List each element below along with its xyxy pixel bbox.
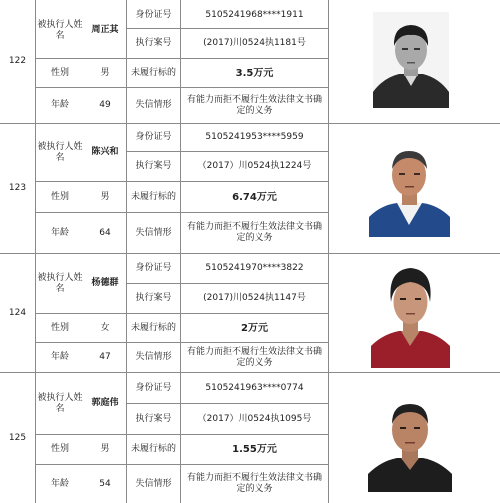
id-number: 5105241963****0774 (205, 382, 304, 393)
id-number: 5105241953****5959 (205, 132, 304, 142)
id-number: 5105241968****1911 (205, 10, 304, 20)
gender-value: 女 (100, 322, 110, 333)
unpaid-amount: 6.74万元 (232, 191, 277, 203)
situation-text: 有能力而拒不履行生效法律文书确定的义务 (186, 346, 322, 368)
id-number: 5105241970****3822 (205, 263, 304, 273)
record-number: 125 (8, 432, 27, 443)
unpaid-label: 未履行标的 (130, 67, 176, 78)
person-name: 陈兴和 (91, 147, 119, 157)
person-photo (371, 258, 450, 368)
record-number: 124 (8, 307, 27, 318)
gender-value: 男 (100, 191, 110, 202)
situation-text: 有能力而拒不履行生效法律文书确定的义务 (186, 94, 322, 116)
age-value: 54 (99, 478, 111, 489)
case-label: 执行案号 (135, 293, 172, 303)
name-label: 被执行人姓名 (37, 272, 83, 294)
age-label: 年龄 (50, 227, 69, 238)
gender-value: 男 (100, 444, 110, 454)
case-number: （2017）川0524执1095号 (197, 413, 312, 424)
case-label: 执行案号 (135, 161, 172, 171)
unpaid-amount: 3.5万元 (235, 67, 274, 79)
person-name: 周正其 (91, 25, 119, 35)
id-label: 身份证号 (135, 382, 172, 393)
gender-label: 性别 (50, 67, 69, 78)
case-number: (2017)川0524执1181号 (203, 38, 306, 48)
record-number: 123 (8, 183, 27, 193)
age-label: 年龄 (50, 100, 69, 110)
situation-text: 有能力而拒不履行生效法律文书确定的义务 (186, 222, 322, 243)
id-label: 身份证号 (135, 263, 172, 273)
case-label: 执行案号 (135, 413, 172, 424)
unpaid-label: 未履行标的 (130, 444, 176, 454)
id-label: 身份证号 (135, 10, 172, 20)
gender-label: 性别 (50, 444, 69, 454)
age-label: 年龄 (50, 352, 69, 362)
record-number: 122 (8, 56, 27, 66)
person-name: 郭庭伟 (91, 398, 119, 408)
situation-text: 有能力而拒不履行生效法律文书确定的义务 (186, 473, 322, 494)
gender-label: 性别 (50, 191, 69, 202)
case-label: 执行案号 (135, 38, 172, 48)
gender-value: 男 (100, 67, 110, 78)
gender-label: 性别 (50, 322, 69, 333)
case-number: （2017）川0524执1224号 (197, 161, 312, 171)
person-name: 杨德群 (91, 278, 119, 288)
age-label: 年龄 (50, 478, 69, 489)
unpaid-amount: 2万元 (241, 322, 268, 334)
person-photo (369, 141, 450, 237)
name-label: 被执行人姓名 (37, 19, 83, 41)
age-value: 47 (99, 352, 111, 362)
situation-label: 失信情形 (135, 352, 172, 362)
situation-label: 失信情形 (135, 100, 172, 110)
unpaid-label: 未履行标的 (130, 191, 176, 202)
situation-label: 失信情形 (135, 227, 172, 238)
age-value: 64 (99, 227, 111, 238)
person-photo (368, 390, 452, 492)
unpaid-label: 未履行标的 (130, 322, 176, 333)
name-label: 被执行人姓名 (37, 392, 83, 414)
unpaid-amount: 1.55万元 (232, 444, 277, 455)
age-value: 49 (99, 100, 111, 110)
case-number: (2017)川0524执1147号 (203, 293, 306, 303)
name-label: 被执行人姓名 (37, 141, 83, 163)
id-label: 身份证号 (135, 132, 172, 142)
person-photo (373, 12, 449, 108)
situation-label: 失信情形 (135, 478, 172, 489)
